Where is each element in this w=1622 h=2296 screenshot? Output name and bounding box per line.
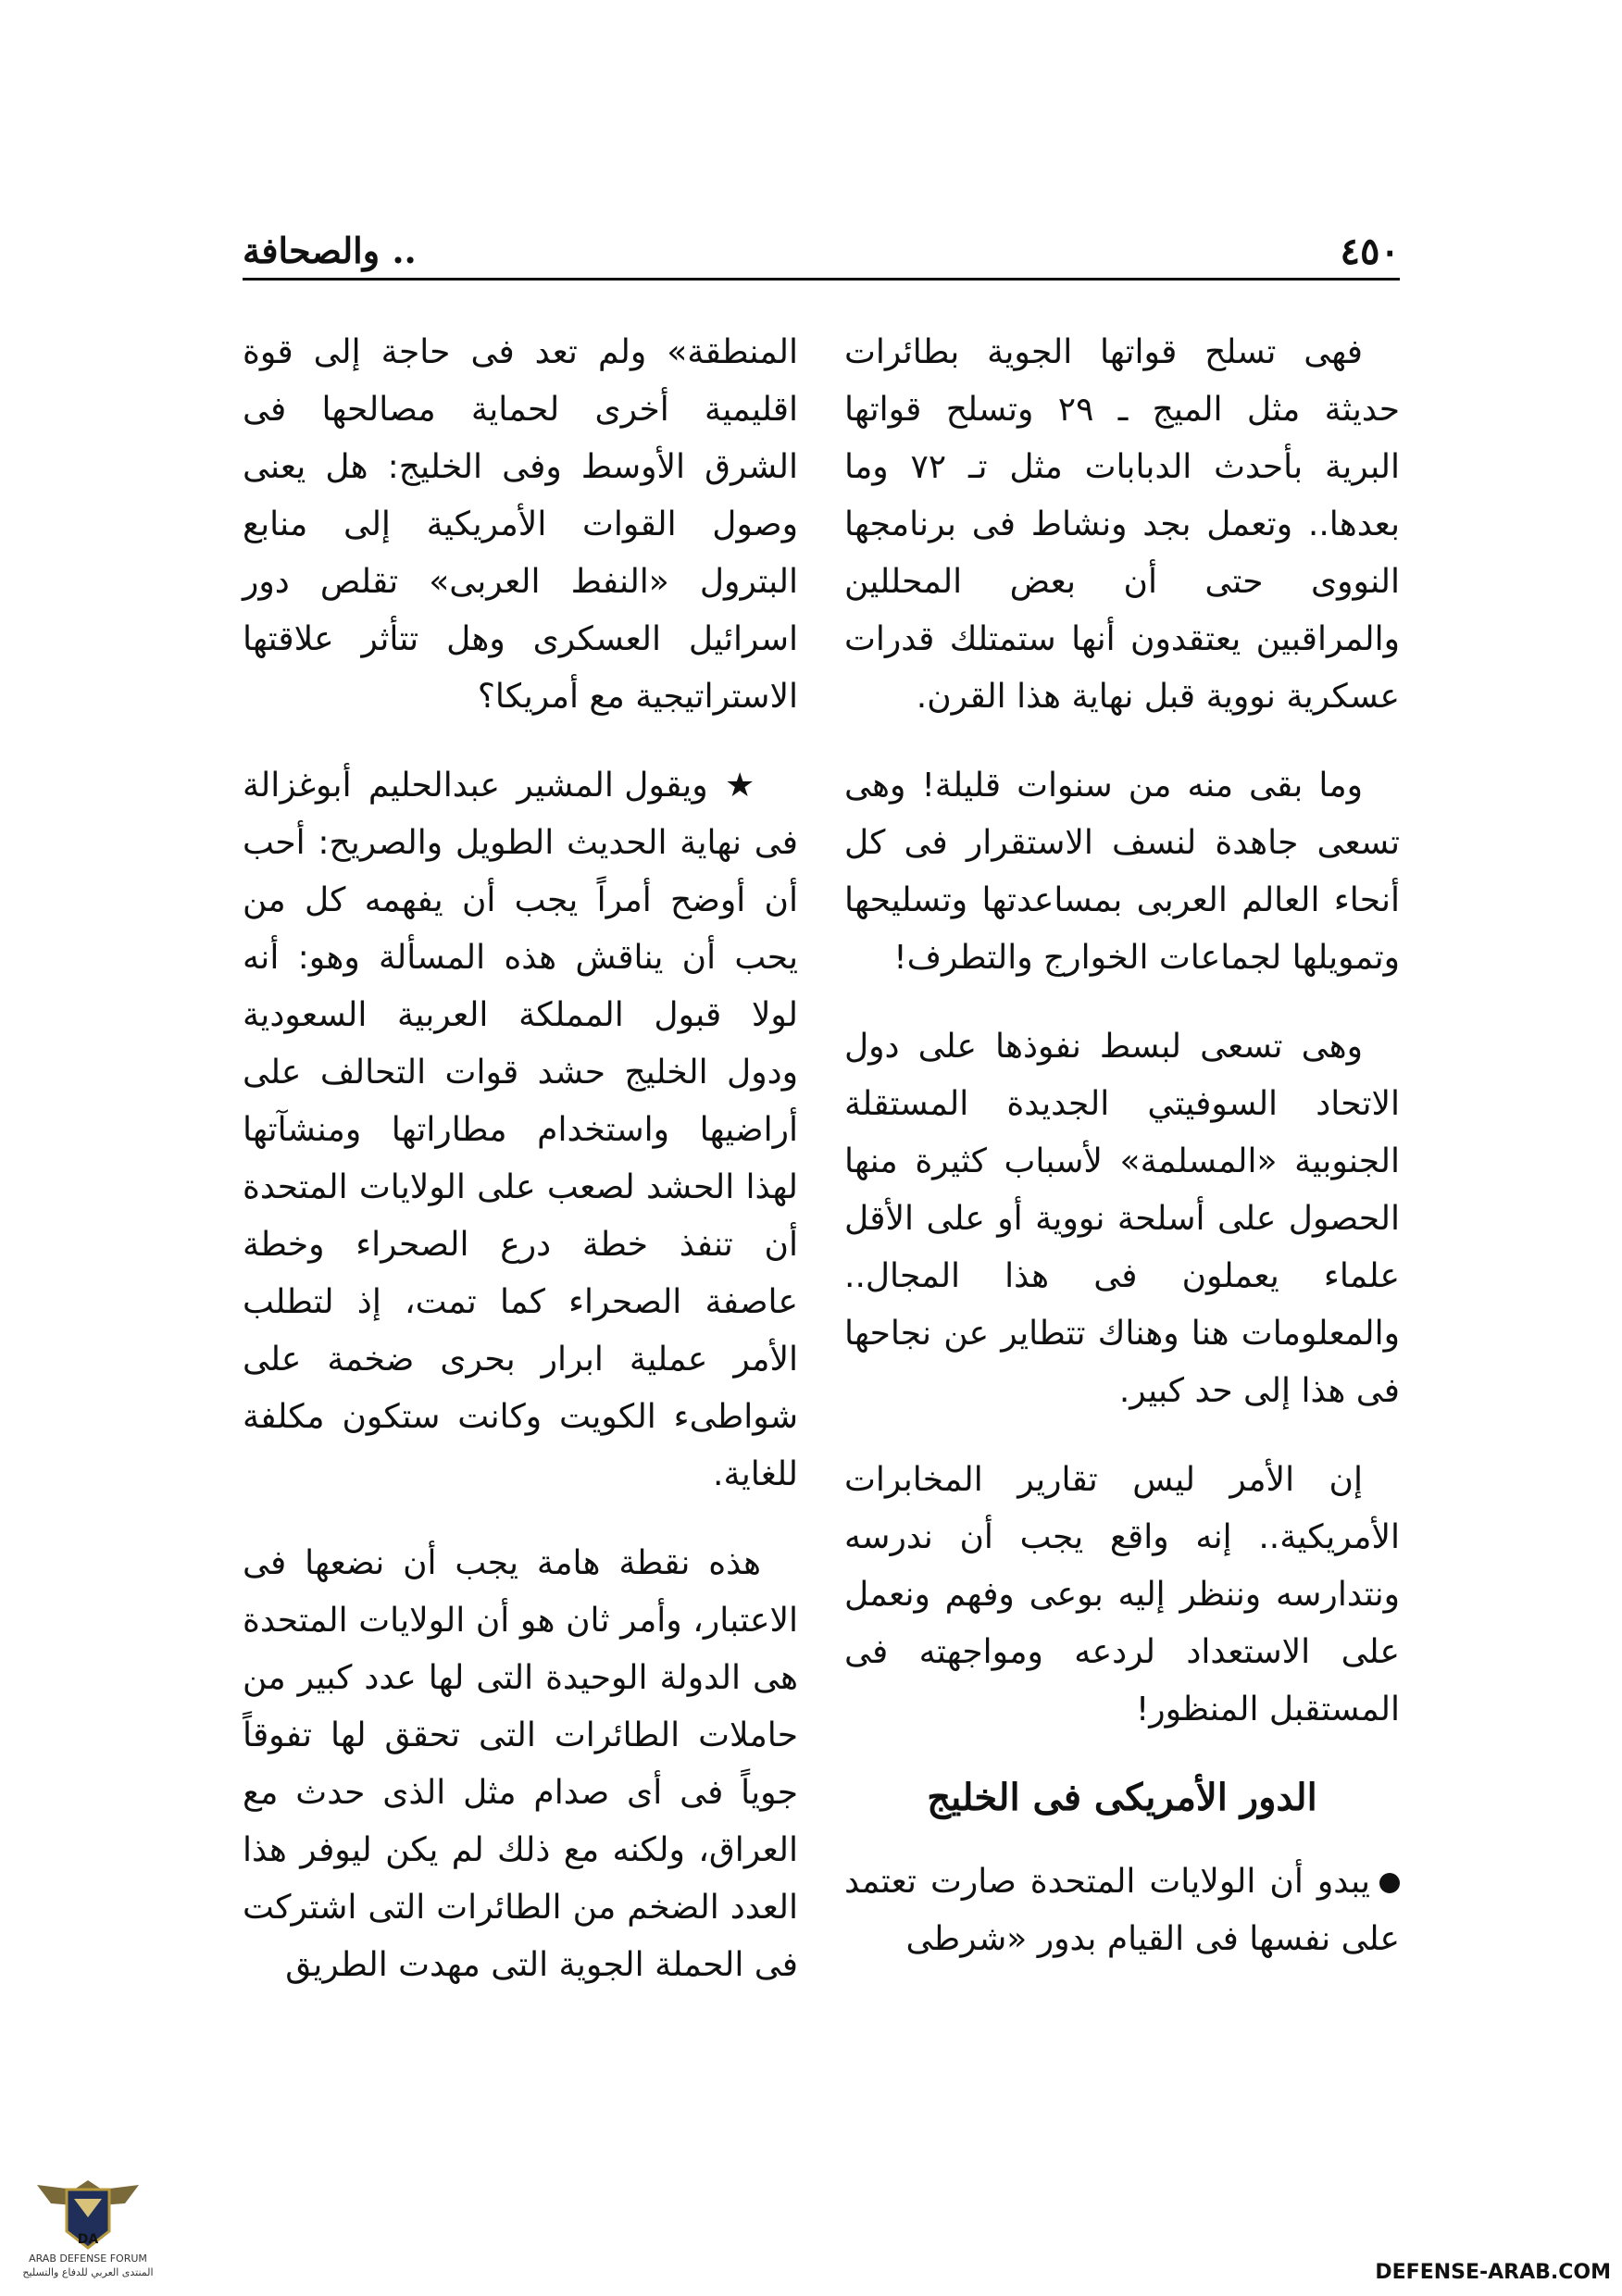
- logo-text-ar: المنتدى العربي للدفاع والتسليح: [22, 2266, 154, 2278]
- bullet-paragraph: [844, 1853, 1400, 1968]
- page-header: [243, 230, 1400, 273]
- running-title: .. والصحافة: [243, 230, 417, 271]
- star-icon: ★: [724, 767, 762, 805]
- header-rule: [243, 278, 1400, 281]
- logo-caption: [9, 2252, 167, 2279]
- site-watermark: DEFENSE-ARAB.COM: [1375, 2261, 1611, 2284]
- paragraph: إن الأمر ليس تقارير المخابرات الأمريكية.. إنه واقع يجب أن ندرسه ونتدارسه وننظر إليه بوعى وفهم ونعمل على الاستعداد لردعه ومواجهته فى المستقبل المنظور!: [844, 1461, 1400, 1728]
- paragraph: هذه نقطة هامة يجب أن نضعها فى الاعتبار، وأمر ثان هو أن الولايات المتحدة هى الدولة الوحيدة التى لها عدد كبير من حاملات الطائرات التى تحقق لها تفوقاً جوياً فى أى صدام مثل الذى حدث مع العراق، ولكنه مع ذلك لم يكن ليوفر هذا العدد الضخم من الطائرات التى اشتركت فى الحملة الجوية التى مهدت الطريق: [243, 1544, 798, 1984]
- paragraph: المنطقة» ولم تعد فى حاجة إلى قوة اقليمية أخرى لحماية مصالحها فى الشرق الأوسط وفى الخليج: هل يعنى وصول القوات الأمريكية إلى منابع البترول «النفط العربى» تقلص دور اسرائيل العسكرى وهل تتأثر علاقتها الاستراتيجية مع أمريكا؟: [243, 333, 798, 716]
- paragraph-text: ويقول المشير عبدالحليم أبوغزالة فى نهاية الحديث الطويل والصريح: أحب أن أوضح أمراً يجب أن يفهمه كل من يحب أن يناقش هذه المسألة وهو: أنه لولا قبول المملكة العربية السعودية ودول الخليج حشد قوات التحالف على أراضيها واستخدام مطاراتها ومنشآتها لهذا الحشد لصعب على الولايات المتحدة أن تنفذ خطة درع الصحراء وخطة عاصفة الصحراء كما تمت، إذ لتطلب الأمر عملية ابرار بحرى ضخمة على شواطىء الكويت وكانت ستكون مكلفة للغاية.: [243, 767, 798, 1493]
- right-column: [844, 324, 1400, 2000]
- logo-text-en: ARAB DEFENSE FORUM: [29, 2252, 147, 2265]
- bullet-icon: [1379, 1873, 1400, 1893]
- paragraph: وهى تسعى لبسط نفوذها على دول الاتحاد السوفيتي الجديدة المستقلة الجنوبية «المسلمة» لأسباب كثيرة منها الحصول على أسلحة نووية أو على الأقل علماء يعملون فى هذا المجال.. والمعلومات هنا وهناك تتطاير عن نجاحها فى هذا إلى حد كبير.: [844, 1028, 1400, 1410]
- paragraph: فهى تسلح قواتها الجوية بطائرات حديثة مثل الميج ـ ٢٩ وتسلح قواتها البرية بأحدث الدبابات مثل تـ ٧٢ وما بعدها.. وتعمل بجد ونشاط فى برنامجها النووى حتى أن بعض المحللين والمراقبين يعتقدون أنها ستمتلك قدرات عسكرية نووية قبل نهاية هذا القرن.: [844, 333, 1401, 716]
- paragraph-with-star: [243, 757, 798, 1504]
- section-heading: الدور الأمريكى فى الخليج: [927, 1776, 1317, 1819]
- bullet-text: يبدو أن الولايات المتحدة صارت تعتمد على نفسها فى القيام بدور «شرطى: [844, 1863, 1400, 1958]
- paragraph: وما بقى منه من سنوات قليلة! وهى تسعى جاهدة لنسف الاستقرار فى كل أنحاء العالم العربى بمساعدتها وتسليحها وتمويلها لجماعات الخوارج والتطرف!: [844, 767, 1400, 977]
- page-number: ٤٥٠: [1340, 230, 1400, 273]
- svg-text:DA: DA: [77, 2232, 99, 2247]
- left-column: [243, 324, 798, 2026]
